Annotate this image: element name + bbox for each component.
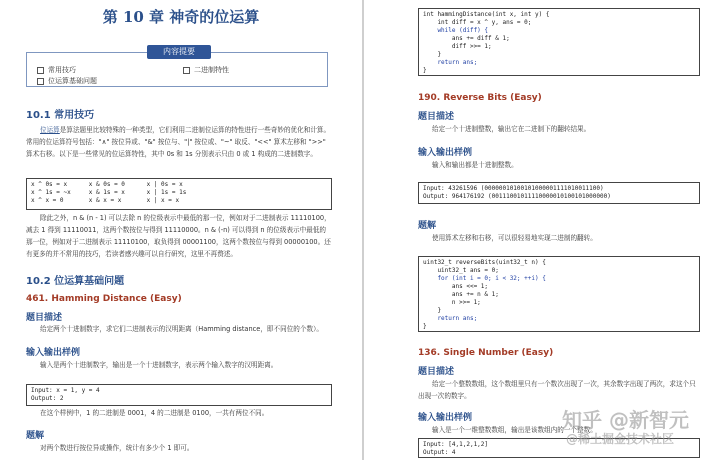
watermark — [552, 404, 712, 450]
right-page — [364, 0, 720, 460]
subheading: 输入输出样例 — [418, 413, 473, 423]
subheading: 题目描述 — [26, 313, 63, 323]
paragraph: 给定两个十进制数字，求它们二进制表示的汉明距离（Hamming distance，即不同位的个数）。 — [40, 325, 323, 333]
chapter-title: 第 10 章 神奇的位运算 — [102, 8, 260, 26]
paragraph: 位运算是算法题里比较特殊的一种类型，它们利用二进制位运算的特性进行一些奇妙的优化和计算。常用的位运算符号包括："∧" 按位异或、"&" 按位与、"|" 按位或、"~" 取反、"<<" 算术左移和 ">>" 算术右移。以下是一些常见的位运算特性，其中 0s 和 1s 分别表示只由 0 或 1 构成的二进制数字。 — [26, 126, 331, 158]
checkbox-icon — [37, 67, 44, 74]
paragraph: 除此之外，n & (n - 1) 可以去除 n 的位级表示中最低的那一位，例如对于二进制表示 11110100，减去 1 得到 11110011，这两个数按位与得到 11110000。n & (-n) 可以得到 n 的位级表示中最低的那一位，例如对于二进制表示 11110100，取负得到 00001100，这两个数按位与得到 00000100。还有更多的并不常用的技巧，若读者感兴趣可以自行研究，这里不再赘述。 — [26, 214, 331, 258]
abstract-label: 内容提要 — [147, 45, 211, 59]
subheading: 输入输出样例 — [26, 348, 81, 358]
paragraph: 在这个样例中，1 的二进制是 0001，4 的二进制是 0100，一共有两位不同。 — [40, 409, 269, 417]
checkbox-icon — [37, 78, 44, 85]
code-block: Input: [4,1,2,1,2] Output: 4 — [418, 438, 700, 458]
term-link[interactable]: 位运算 — [40, 126, 60, 134]
problem-title: 461. Hamming Distance (Easy) — [26, 294, 182, 304]
paragraph: 使用算术左移和右移，可以很轻易地实现二进制的翻转。 — [432, 234, 597, 242]
abstract-item: 二进制特性 — [183, 65, 229, 75]
subheading: 题解 — [418, 221, 437, 231]
abstract-item: 位运算基础问题 — [37, 76, 97, 86]
code-block: uint32_t reverseBits(uint32_t n) { uint32_t ans = 0; for (int i = 0; i < 32; ++i) { ans <<= 1; ans += n & 1; n >>= 1; } return ans; } — [418, 256, 700, 332]
paragraph: 给定一个十进制整数，输出它在二进制下的翻转结果。 — [432, 125, 591, 133]
section-title: 10.2 位运算基础问题 — [26, 276, 125, 287]
problem-title: 190. Reverse Bits (Easy) — [418, 93, 542, 103]
problem-title: 136. Single Number (Easy) — [418, 348, 554, 358]
paragraph: 对两个数进行按位异或操作，统计有多少个 1 即可。 — [40, 444, 194, 452]
section-title: 10.1 常用技巧 — [26, 110, 95, 121]
checkbox-icon — [183, 67, 190, 74]
subheading: 题目描述 — [418, 367, 455, 377]
paragraph: 输入是两个十进制数字，输出是一个十进制数字，表示两个输入数字的汉明距离。 — [40, 361, 278, 369]
subheading: 输入输出样例 — [418, 148, 473, 158]
subheading: 题目描述 — [418, 112, 455, 122]
abstract-box — [26, 47, 328, 87]
watermark-text: 知乎 @新智元 — [562, 408, 689, 432]
code-block: Input: 43261596 (00000010100101000001111010011100) Output: 964176192 (00111001011110000010100101000000) — [418, 182, 700, 204]
watermark-subtext: @稀土掘金技术社区 — [566, 432, 675, 446]
code-block: x ^ 0s = x x & 0s = 0 x | 0s = x x ^ 1s = ~x x & 1s = x x | 1s = 1s x ^ x = 0 x & x = x x | x = x — [26, 178, 332, 210]
paragraph: 输入是一个一维整数数组，输出是该数组内的一个整数。 — [432, 426, 597, 434]
abstract-item: 常用技巧 — [37, 65, 76, 75]
code-block: Input: x = 1, y = 4 Output: 2 — [26, 384, 332, 406]
paragraph: 给定一个整数数组，这个数组里只有一个数次出现了一次，其余数字出现了两次，求这个只出现一次的数字。 — [418, 380, 696, 400]
subheading: 题解 — [26, 431, 45, 441]
paragraph: 输入和输出都是十进制整数。 — [432, 161, 518, 169]
code-block: int hammingDistance(int x, int y) { int diff = x ^ y, ans = 0; while (diff) { ans += diff & 1; diff >>= 1; } return ans; } — [418, 8, 700, 76]
